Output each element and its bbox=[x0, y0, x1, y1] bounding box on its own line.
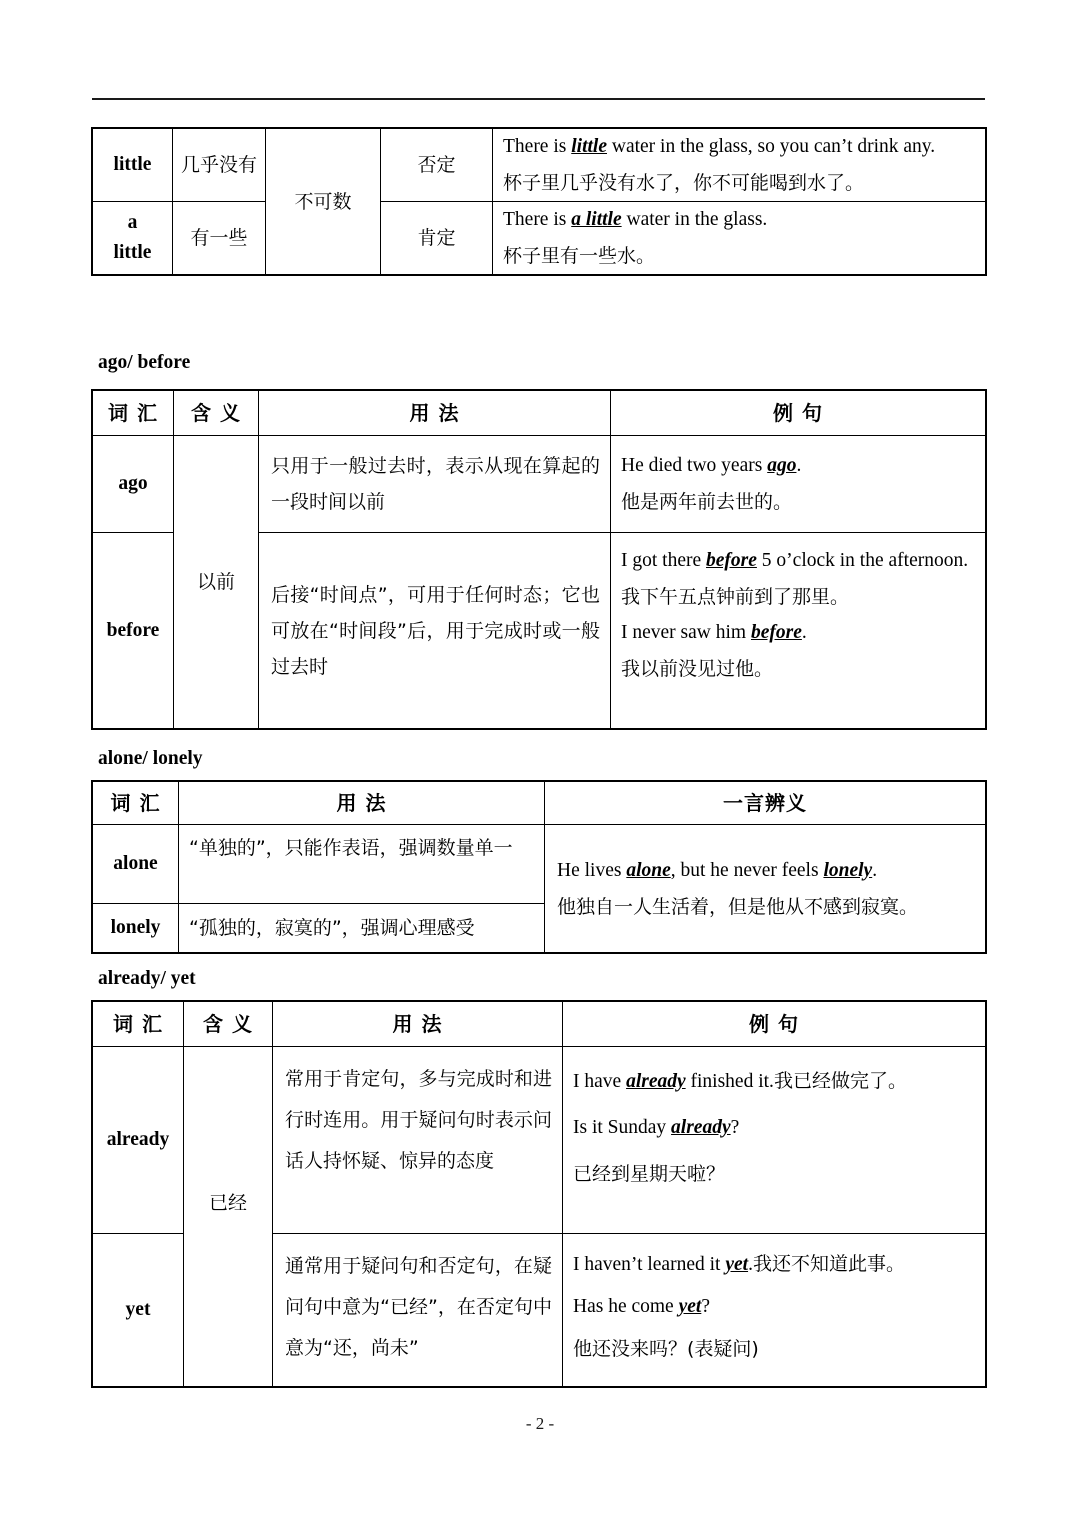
table-row bbox=[93, 436, 986, 533]
keyword-highlight: a little bbox=[571, 209, 622, 230]
header-cell-usage: 用 法 bbox=[179, 782, 545, 825]
cell-word-little: little bbox=[93, 129, 173, 202]
cell-word-alone: alone bbox=[93, 825, 179, 904]
table-row bbox=[93, 825, 986, 904]
cell-example-little bbox=[493, 129, 986, 202]
example-sentence-cn: 我已经做完了。 bbox=[773, 1070, 907, 1092]
table-little-a-little bbox=[92, 128, 986, 275]
header-cell-example: 例 句 bbox=[563, 1002, 986, 1047]
section-title-alone-lonely: alone/ lonely bbox=[98, 748, 203, 769]
cell-usage-yet: 通常用于疑问句和否定句，在疑问句中意为“已经”，在否定句中意为“还，尚未” bbox=[273, 1234, 563, 1387]
table-header-row bbox=[93, 782, 986, 825]
header-cell-distinction: 一言辨义 bbox=[545, 782, 986, 825]
cell-word-a-little: a little bbox=[93, 202, 173, 275]
example-sentence-en: He died two years ago. bbox=[621, 455, 802, 476]
table-already-yet bbox=[92, 1001, 986, 1387]
cell-word-before: before bbox=[93, 533, 174, 729]
cell-usage-ago: 只用于一般过去时，表示从现在算起的一段时间以前 bbox=[259, 436, 611, 533]
example-sentence-en: I haven’t learned it yet.我还不知道此事。 bbox=[573, 1253, 905, 1275]
example-sentence-en: I never saw him before. bbox=[621, 622, 807, 643]
cell-word-yet: yet bbox=[93, 1234, 184, 1387]
section-title-ago-before: ago/ before bbox=[98, 352, 191, 373]
table-row bbox=[93, 1047, 986, 1234]
cell-polarity-a-little: 肯定 bbox=[381, 202, 493, 275]
cell-meaning-shared: 以前 bbox=[174, 436, 259, 729]
table-header-row bbox=[93, 1002, 986, 1047]
header-cell-usage: 用 法 bbox=[259, 391, 611, 436]
table-header-row bbox=[93, 391, 986, 436]
table-ago-before bbox=[92, 390, 986, 729]
page-number-footer: - 2 - bbox=[525, 1414, 555, 1433]
example-sentence-cn: 他是两年前去世的。 bbox=[621, 491, 793, 513]
cell-example-already bbox=[563, 1047, 986, 1234]
page-header-rule bbox=[92, 98, 985, 100]
header-cell-meaning: 含 义 bbox=[184, 1002, 273, 1047]
example-sentence-cn: 我还不知道此事。 bbox=[752, 1253, 905, 1275]
keyword-highlight: ago bbox=[767, 455, 797, 476]
keyword-highlight: alone bbox=[626, 859, 671, 881]
example-sentence-en: Has he come yet? bbox=[573, 1296, 710, 1317]
distinction-sentence-en: He lives alone, but he never feels lonely. bbox=[557, 859, 878, 881]
header-cell-word: 词 汇 bbox=[93, 1002, 184, 1047]
cell-word-already: already bbox=[93, 1047, 184, 1234]
table-row bbox=[93, 129, 986, 202]
cell-example-yet bbox=[563, 1234, 986, 1387]
table-row bbox=[93, 202, 986, 275]
example-sentence-en: There is little water in the glass, so you can’t drink any. bbox=[503, 136, 936, 157]
header-cell-usage: 用 法 bbox=[273, 1002, 563, 1047]
cell-polarity-little: 否定 bbox=[381, 129, 493, 202]
cell-word-ago: ago bbox=[93, 436, 174, 533]
cell-example-ago bbox=[611, 436, 986, 533]
cell-example-a-little bbox=[493, 202, 986, 275]
example-sentence-cn: 我以前没见过他。 bbox=[621, 658, 774, 680]
header-cell-meaning: 含 义 bbox=[174, 391, 259, 436]
section-title-already-yet: already/ yet bbox=[98, 968, 196, 989]
example-sentence-cn: 我下午五点钟前到了那里。 bbox=[621, 586, 850, 608]
header-cell-word: 词 汇 bbox=[93, 782, 179, 825]
example-sentence-cn: 杯子里有一些水。 bbox=[503, 245, 656, 267]
header-cell-example: 例 句 bbox=[611, 391, 986, 436]
example-sentence-cn: 他还没来吗？(表疑问) bbox=[573, 1338, 759, 1360]
keyword-highlight: yet bbox=[678, 1296, 702, 1317]
keyword-highlight: lonely bbox=[823, 859, 873, 881]
header-cell-word: 词 汇 bbox=[93, 391, 174, 436]
cell-usage-already: 常用于肯定句，多与完成时和进行时连用。用于疑问句时表示问话人持怀疑、惊异的态度 bbox=[273, 1047, 563, 1234]
example-sentence-cn: 杯子里几乎没有水了，你不可能喝到水了。 bbox=[503, 172, 865, 194]
distinction-sentence-cn: 他独自一人生活着，但是他从不感到寂寞。 bbox=[557, 895, 919, 918]
cell-meaning-little: 几乎没有 bbox=[173, 129, 266, 202]
keyword-highlight: before bbox=[750, 622, 802, 643]
example-sentence-en: I have already finished it.我已经做完了。 bbox=[573, 1070, 907, 1092]
keyword-highlight: little bbox=[571, 136, 607, 157]
cell-meaning-a-little: 有一些 bbox=[173, 202, 266, 275]
cell-usage-lonely: “孤独的，寂寞的”，强调心理感受 bbox=[179, 904, 545, 953]
example-sentence-en: Is it Sunday already? bbox=[573, 1117, 740, 1138]
cell-distinction bbox=[545, 825, 986, 953]
example-sentence-en: I got there before 5 o’clock in the afternoon. bbox=[621, 550, 969, 571]
cell-meaning-shared: 已经 bbox=[184, 1047, 273, 1387]
example-sentence-en: There is a little water in the glass. bbox=[503, 209, 768, 230]
cell-usage-alone: “单独的”，只能作表语，强调数量单一 bbox=[179, 825, 545, 904]
cell-example-before bbox=[611, 533, 986, 729]
table-alone-lonely bbox=[92, 781, 986, 953]
keyword-highlight: already bbox=[626, 1071, 686, 1092]
cell-word-lonely: lonely bbox=[93, 904, 179, 953]
keyword-highlight: yet bbox=[725, 1254, 749, 1275]
cell-usage-before: 后接“时间点”，可用于任何时态；它也可放在“时间段”后，用于完成时或一般过去时 bbox=[259, 533, 611, 729]
keyword-highlight: before bbox=[706, 550, 757, 571]
cell-countability: 不可数 bbox=[266, 129, 381, 275]
keyword-highlight: already bbox=[671, 1117, 731, 1138]
example-sentence-cn: 已经到星期天啦？ bbox=[573, 1163, 726, 1185]
